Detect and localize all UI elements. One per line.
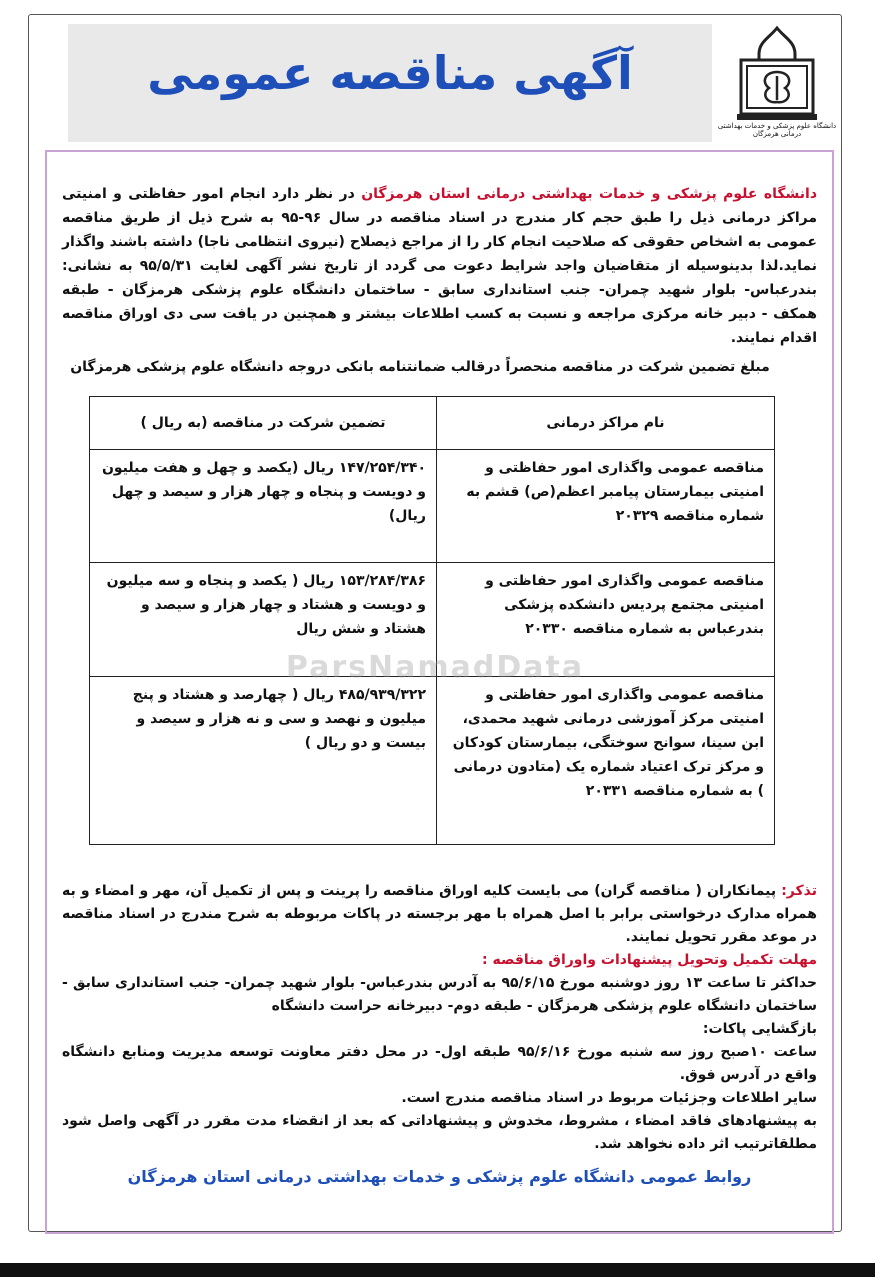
mosque-emblem-icon xyxy=(717,24,837,128)
opening-text: ساعت ۱۰صبح روز سه شنبه مورخ ۹۵/۶/۱۶ طبقه اول- در محل دفتر معاونت توسعه مدیریت ومنابع دانشگاه واقع در آدرس فوق. xyxy=(62,1044,817,1083)
tender-name: مناقصه عمومی واگذاری امور حفاظتی و امنیتی مرکز آموزشی درمانی شهید محمدی، ابن سینا، سوانح سوختگی، بیمارستان کودکان و مرکز ترک اعتیاد شماره یک (متادون درمانی ) به شماره مناقصه ۲۰۳۳۱ xyxy=(437,677,775,845)
tender-name: مناقصه عمومی واگذاری امور حفاظتی و امنیتی مجتمع پردیس دانشکده پزشکی بندرعباس به شماره مناقصه ۲۰۳۳۰ xyxy=(437,563,775,677)
header-guarantee: تضمین شرکت در مناقصه (به ریال ) xyxy=(90,397,437,450)
university-logo xyxy=(717,24,837,142)
tender-name: مناقصه عمومی واگذاری امور حفاظتی و امنیتی بیمارستان پیامبر اعظم(ص) قشم به شماره مناقصه ۲۰۳۲۹ xyxy=(437,450,775,563)
watermark: ParsNamadData xyxy=(285,650,585,685)
reminder-label: تذکر: xyxy=(781,883,817,899)
header-center-name: نام مراکز درمانی xyxy=(437,397,775,450)
intro-lead: دانشگاه علوم پزشکی و خدمات بهداشتی درمانی استان هرمزگان xyxy=(361,186,818,202)
page-title: آگهی مناقصه عمومی xyxy=(147,46,633,100)
logo-caption: دانشگاه علوم پزشکی و خدمات بهداشتی درمانی هرمزگان xyxy=(717,122,837,138)
tender-amount: ۱۵۳/۲۸۴/۳۸۶ ریال ( یکصد و پنجاه و سه میلیون و دویست و هشتاد و چهار هزار و سیصد و هشتاد و شش ریال xyxy=(90,563,437,677)
notes-section xyxy=(62,880,817,1156)
footer-signature: روابط عمومی دانشگاه علوم پزشکی و خدمات بهداشتی درمانی استان هرمزگان xyxy=(127,1167,752,1186)
tender-amount: ۴۸۵/۹۳۹/۳۲۲ ریال ( چهارصد و هشتاد و پنج میلیون و نهصد و سی و نه هزار و سیصد و بیست و دو ریال ) xyxy=(90,677,437,845)
table-row xyxy=(90,450,775,563)
reminder-paragraph xyxy=(62,880,817,949)
title-banner xyxy=(68,24,712,142)
opening-title: بازگشایی پاکات: xyxy=(702,1021,817,1037)
intro-paragraph xyxy=(62,182,817,350)
other-info: سایر اطلاعات وجزئیات مربوط در اسناد مناقصه مندرج است. xyxy=(401,1090,817,1106)
bottom-bar xyxy=(0,1263,875,1277)
invalid-bids-note: به پیشنهادهای فاقد امضاء ، مشروط، مخدوش و پیشنهاداتی که بعد از انقضاء مدت مقرر در آگهی واصل شود مطلقاترتیب اثر داده نخواهد شد. xyxy=(62,1113,817,1152)
table-header-row xyxy=(90,397,775,450)
tender-amount: ۱۴۷/۲۵۴/۳۴۰ ریال (یکصد و چهل و هفت میلیون و دویست و پنجاه و چهار هزار و سیصد و چهل ریال) xyxy=(90,450,437,563)
deadline-text: حداکثر تا ساعت ۱۳ روز دوشنبه مورخ ۹۵/۶/۱۵ به آدرس بندرعباس- بلوار شهید چمران- جنب استانداری سابق - ساختمان دانشگاه علوم پزشکی هرمزگان - طبقه دوم- دبیرخانه حراست دانشگاه xyxy=(62,975,818,1014)
tender-table xyxy=(89,396,775,845)
guarantee-line: مبلغ تضمین شرکت در مناقصه منحصراً درقالب ضمانتنامه بانکی دروجه دانشگاه علوم پزشکی هرمزگان xyxy=(70,359,770,375)
intro-body: در نظر دارد انجام امور حفاظتی و امنیتی مراکز درمانی ذیل را طبق حجم کار مندرج در اسناد مناقصه در سال ۹۶-۹۵ به شرح ذیل از طریق مناقصه عمومی به اشخاص حقوقی که صلاحیت انجام کار را از مراجع ذیصلاح (نیروی انتظامی ناجا) داشته باشند واگذار نماید.لذا بدینوسیله از متقاضیان واجد شرایط دعوت می گردد از تاریخ نشر آگهی لغایت ۹۵/۵/۳۱ به نشانی: بندرعباس- بلوار شهید چمران- جنب استانداری سابق - ساختمان دانشگاه علوم پزشکی هرمزگان - طبقه همکف - دبیر خانه مرکزی مراجعه و نسبت به کسب اطلاعات بیشتر و همچنین در یافت سی دی اوراق مناقصه اقدام نمایند. xyxy=(62,186,818,346)
table-row xyxy=(90,677,775,845)
deadline-title: مهلت تکمیل وتحویل پیشنهادات واوراق مناقصه : xyxy=(481,952,817,968)
reminder-text: پیمانکاران ( مناقصه گران) می بایست کلیه اوراق مناقصه را پرینت و پس از تکمیل آن، مهر و امضاء و به همراه مدارک درخواستی برابر با اصل همراه با مهر برجسته در پاکات مربوطه به شرح مندرج در اسناد مناقصه در موعد مقرر تحویل نمایند. xyxy=(62,883,817,945)
